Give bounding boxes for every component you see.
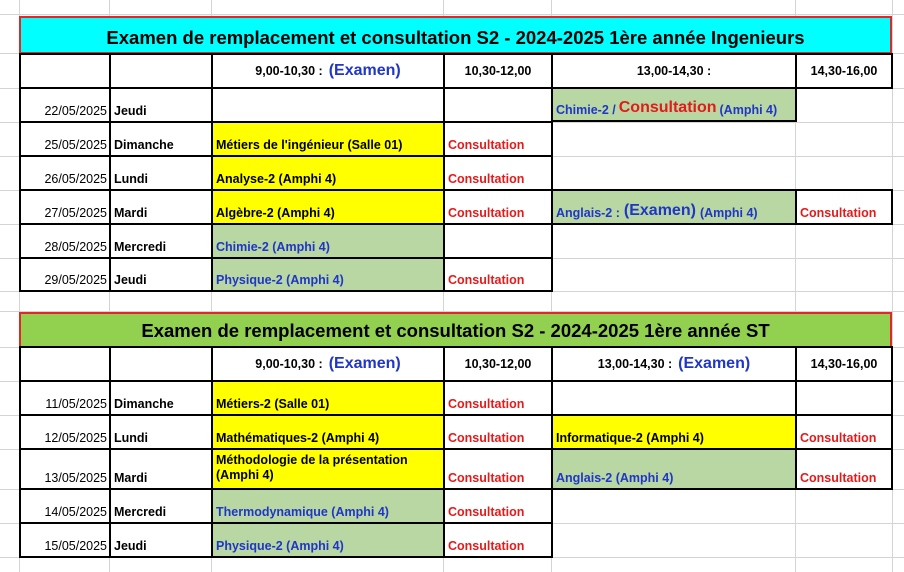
header-slot3: 13,00-14,30 : [551,53,797,89]
row-day: Mercredi [109,488,213,524]
row-slot4: Consultation [795,189,893,225]
row-date: 11/05/2025 [19,380,111,416]
slot3-consultation-tag: Consultation [618,99,717,116]
header-slot4: 14,30-16,00 [795,346,893,382]
row-slot2: Consultation [443,189,553,225]
row-date: 15/05/2025 [19,522,111,558]
row-day: Lundi [109,414,213,450]
row-date: 25/05/2025 [19,121,111,157]
slot1-exam-tag: (Examen) [328,62,401,79]
row-slot4: Consultation [795,414,893,450]
row-date: 27/05/2025 [19,189,111,225]
header-date-cell [19,346,111,382]
row-day: Jeudi [109,257,213,292]
row-slot1: Algèbre-2 (Amphi 4) [211,189,445,225]
row-slot1: Méthodologie de la présentation (Amphi 4) [211,448,445,490]
row-slot2: Consultation [443,488,553,524]
row-slot4: Consultation [795,448,893,490]
row-slot2: Consultation [443,414,553,450]
row-slot1: Métiers-2 (Salle 01) [211,380,445,416]
row-slot3: Anglais-2 (Amphi 4) [551,448,797,490]
row-day: Mercredi [109,223,213,259]
row-slot2: Consultation [443,380,553,416]
row-date: 26/05/2025 [19,155,111,191]
row-slot3-empty [551,380,797,416]
header-slot2: 10,30-12,00 [443,53,553,89]
row-day: Mardi [109,448,213,490]
row-day: Lundi [109,155,213,191]
row-day: Dimanche [109,121,213,157]
slot3-course: Anglais-2 : [556,206,620,220]
row-slot1: Analyse-2 (Amphi 4) [211,155,445,191]
row-date: 22/05/2025 [19,87,111,123]
row-date: 12/05/2025 [19,414,111,450]
row-day: Mardi [109,189,213,225]
slot3-time: 13,00-14,30 : [597,357,673,371]
header-slot1 [211,53,445,89]
row-slot1: Physique-2 (Amphi 4) [211,522,445,558]
row-slot1: Thermodynamique (Amphi 4) [211,488,445,524]
row-slot2: Consultation [443,155,553,191]
slot3-exam-tag: (Examen) [623,202,696,219]
row-slot1: Chimie-2 (Amphi 4) [211,223,445,259]
slot3-room: (Amphi 4) [699,206,758,220]
row-day: Dimanche [109,380,213,416]
row-slot3 [551,87,797,122]
header-day-cell [109,346,213,382]
header-date-cell [19,53,111,89]
header-day-cell [109,53,213,89]
row-date: 13/05/2025 [19,448,111,490]
row-date: 29/05/2025 [19,257,111,292]
row-slot2: Consultation [443,121,553,157]
section-title: Examen de remplacement et consultation S2 - 2024-2025 1ère année Ingenieurs [19,16,892,54]
row-slot1: Mathématiques-2 (Amphi 4) [211,414,445,450]
row-day: Jeudi [109,522,213,558]
header-slot1 [211,346,445,382]
header-slot3 [551,346,797,382]
row-slot4-empty [795,380,893,416]
slot3-exam-tag: (Examen) [678,355,751,372]
slot1-time: 9,00-10,30 : [255,357,323,371]
row-slot2: Consultation [443,448,553,490]
row-slot1-empty [211,87,445,123]
slot3-room: (Amphi 4) [719,103,778,117]
header-slot4: 14,30-16,00 [795,53,893,89]
row-slot3: Informatique-2 (Amphi 4) [551,414,797,450]
section-title: Examen de remplacement et consultation S2 - 2024-2025 1ère année ST [19,312,892,348]
row-slot3 [551,189,797,225]
slot3-course: Chimie-2 / [556,103,616,117]
slot1-exam-tag: (Examen) [328,355,401,372]
slot1-time: 9,00-10,30 : [255,64,323,78]
row-slot2-empty [443,223,553,259]
row-date: 14/05/2025 [19,488,111,524]
row-slot2: Consultation [443,522,553,558]
header-slot2: 10,30-12,00 [443,346,553,382]
row-slot2: Consultation [443,257,553,292]
row-slot1: Métiers de l'ingénieur (Salle 01) [211,121,445,157]
row-date: 28/05/2025 [19,223,111,259]
row-day: Jeudi [109,87,213,123]
row-slot1: Physique-2 (Amphi 4) [211,257,445,292]
